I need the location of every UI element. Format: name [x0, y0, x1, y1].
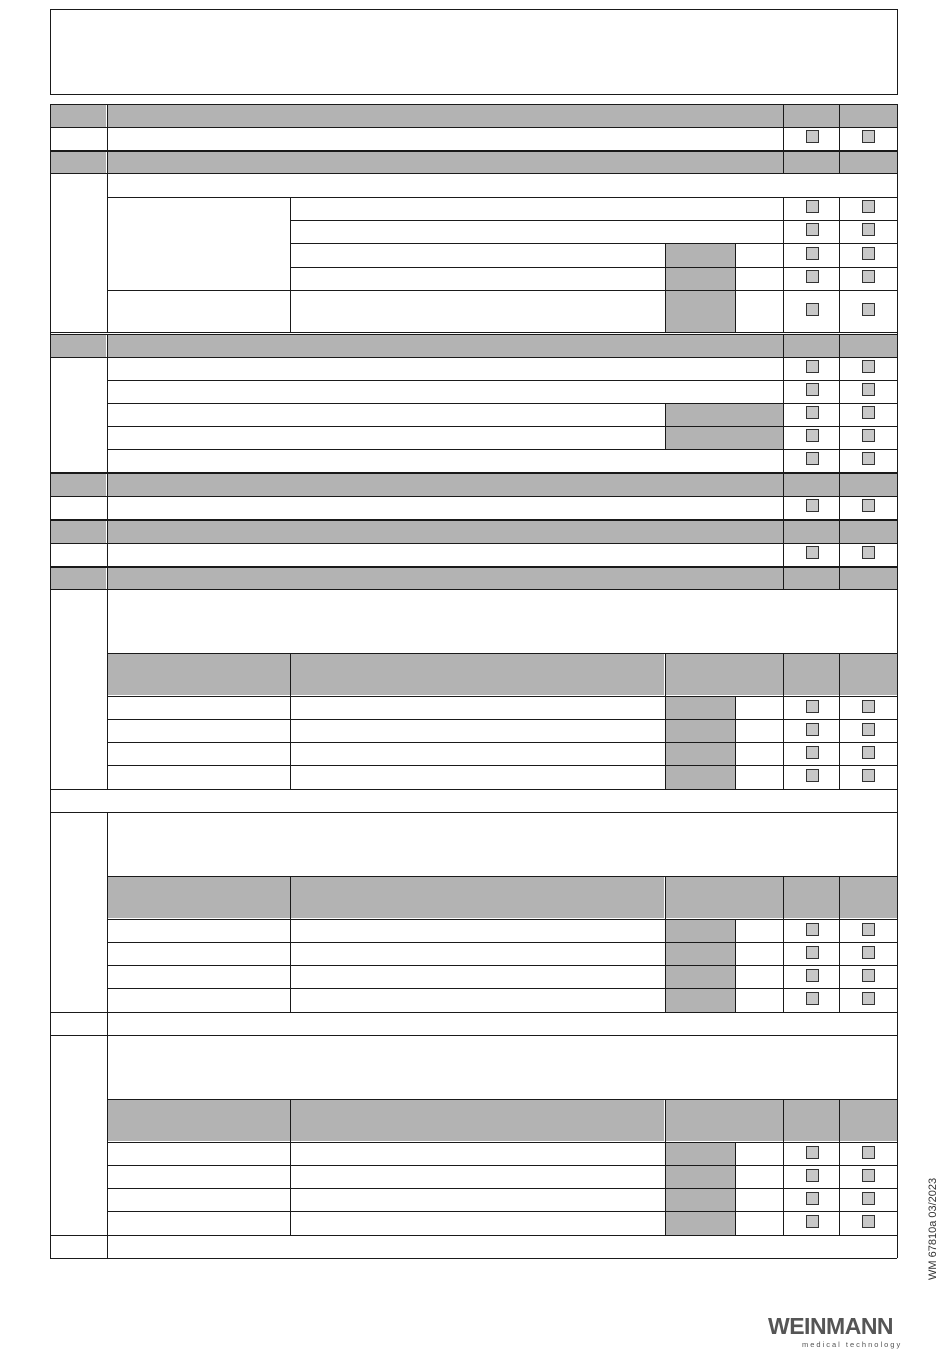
- shaded-cell: [665, 1099, 783, 1141]
- rule-v: [290, 653, 291, 789]
- rule-h: [107, 1211, 897, 1212]
- logo-tagline: medical technology: [802, 1340, 903, 1349]
- rule-h: [107, 403, 897, 404]
- shaded-cell: [784, 151, 839, 174]
- rule-h: [107, 449, 897, 450]
- shaded-cell: [840, 334, 897, 357]
- checkbox-no[interactable]: [862, 700, 875, 713]
- checkbox-no[interactable]: [862, 247, 875, 260]
- rule-h: [50, 589, 897, 590]
- shaded-cell: [784, 1099, 839, 1141]
- shaded-cell: [107, 520, 783, 543]
- checkbox-no[interactable]: [862, 270, 875, 283]
- rule-h: [107, 719, 897, 720]
- rule-h: [107, 1099, 897, 1100]
- checkbox-no[interactable]: [862, 546, 875, 559]
- checkbox-yes[interactable]: [806, 452, 819, 465]
- rule-v: [783, 520, 784, 567]
- rule-h: [50, 173, 897, 174]
- rule-h: [107, 426, 897, 427]
- shaded-cell: [665, 876, 783, 918]
- checkbox-no[interactable]: [862, 1215, 875, 1228]
- rule-h: [107, 653, 897, 654]
- checkbox-no[interactable]: [862, 1192, 875, 1205]
- checkbox-no[interactable]: [862, 200, 875, 213]
- rule-h: [107, 765, 897, 766]
- shaded-cell: [665, 404, 783, 450]
- checkbox-yes[interactable]: [806, 1169, 819, 1182]
- rule-h: [50, 543, 897, 544]
- checkbox-no[interactable]: [862, 1169, 875, 1182]
- shaded-cell: [840, 653, 897, 695]
- rule-h: [50, 1012, 897, 1013]
- rule-h: [107, 876, 897, 877]
- rule-v: [107, 567, 108, 589]
- rule-v: [783, 567, 784, 589]
- shaded-cell: [50, 104, 106, 127]
- shaded-cell: [840, 473, 897, 496]
- rule-v: [839, 1099, 840, 1235]
- checkbox-no[interactable]: [862, 429, 875, 442]
- checkbox-yes[interactable]: [806, 130, 819, 143]
- checkbox-yes[interactable]: [806, 723, 819, 736]
- shaded-cell: [107, 876, 290, 918]
- shaded-cell: [784, 876, 839, 918]
- rule-h: [107, 197, 897, 198]
- rule-h: [50, 151, 897, 152]
- rule-h: [107, 696, 897, 697]
- checkbox-yes[interactable]: [806, 223, 819, 236]
- rule-v: [783, 473, 784, 520]
- rule-v: [665, 403, 666, 449]
- rule-v: [735, 243, 736, 332]
- checkbox-no[interactable]: [862, 992, 875, 1005]
- rule-h: [107, 988, 897, 989]
- rule-h: [50, 496, 897, 497]
- rule-h: [50, 520, 897, 521]
- rule-h: [107, 965, 897, 966]
- shaded-cell: [784, 104, 839, 127]
- shaded-cell: [50, 151, 106, 174]
- checkbox-yes[interactable]: [806, 499, 819, 512]
- rule-v: [839, 151, 840, 173]
- rule-h: [50, 1258, 897, 1259]
- rule-h: [50, 127, 897, 128]
- rule-v: [107, 589, 108, 789]
- rule-v: [107, 151, 108, 333]
- shaded-cell: [840, 567, 897, 590]
- rule-h: [107, 742, 897, 743]
- rule-v: [107, 1235, 108, 1258]
- shaded-cell: [784, 567, 839, 590]
- checkbox-no[interactable]: [862, 969, 875, 982]
- rule-v: [839, 104, 840, 151]
- rule-h: [50, 789, 897, 790]
- rule-h: [107, 1165, 897, 1166]
- checkbox-yes[interactable]: [806, 769, 819, 782]
- shaded-cell: [784, 473, 839, 496]
- shaded-cell: [107, 473, 783, 496]
- rule-v: [290, 876, 291, 1012]
- rule-v: [839, 876, 840, 1012]
- checkbox-yes[interactable]: [806, 406, 819, 419]
- shaded-cell: [107, 567, 783, 590]
- rule-h: [290, 267, 897, 268]
- document-code: WM 67810a 03/2023: [927, 1177, 939, 1280]
- checkbox-no[interactable]: [862, 499, 875, 512]
- shaded-cell: [840, 520, 897, 543]
- checkbox-yes[interactable]: [806, 700, 819, 713]
- rule-v: [290, 1099, 291, 1235]
- shaded-cell: [665, 291, 735, 332]
- rule-v: [839, 473, 840, 520]
- shaded-cell: [107, 1099, 290, 1141]
- shaded-cell: [107, 653, 290, 695]
- rule-v: [290, 197, 291, 332]
- checkbox-no[interactable]: [862, 383, 875, 396]
- rule-h: [107, 290, 897, 291]
- checkbox-yes[interactable]: [806, 247, 819, 260]
- checkbox-no[interactable]: [862, 223, 875, 236]
- rule-v: [783, 151, 784, 173]
- rule-v: [897, 104, 898, 1258]
- rule-h: [50, 334, 897, 335]
- checkbox-yes[interactable]: [806, 303, 819, 316]
- checkbox-yes[interactable]: [806, 270, 819, 283]
- shaded-cell: [784, 653, 839, 695]
- shaded-cell: [784, 520, 839, 543]
- checkbox-no[interactable]: [862, 406, 875, 419]
- checkbox-yes[interactable]: [806, 360, 819, 373]
- rule-v: [839, 520, 840, 567]
- rule-h: [290, 243, 897, 244]
- rule-v: [783, 653, 784, 789]
- rule-h: [107, 942, 897, 943]
- checkbox-no[interactable]: [862, 946, 875, 959]
- checkbox-yes[interactable]: [806, 992, 819, 1005]
- rule-v: [839, 653, 840, 789]
- checkbox-yes[interactable]: [806, 946, 819, 959]
- rule-h: [50, 332, 897, 333]
- checkbox-no[interactable]: [862, 923, 875, 936]
- shaded-cell: [291, 1099, 664, 1141]
- rule-v: [665, 243, 666, 332]
- rule-h: [107, 919, 897, 920]
- shaded-cell: [665, 653, 783, 695]
- rule-h: [107, 380, 897, 381]
- rule-v: [107, 812, 108, 1012]
- rule-h: [50, 1235, 897, 1236]
- checkbox-no[interactable]: [862, 746, 875, 759]
- rule-v: [665, 1099, 666, 1235]
- checkbox-yes[interactable]: [806, 1192, 819, 1205]
- rule-v: [665, 876, 666, 1012]
- rule-v: [107, 473, 108, 520]
- rule-h: [50, 567, 897, 568]
- rule-h: [290, 220, 897, 221]
- rule-h: [107, 1142, 897, 1143]
- checkbox-yes[interactable]: [806, 1146, 819, 1159]
- shaded-cell: [107, 151, 783, 174]
- shaded-cell: [107, 334, 783, 357]
- rule-v: [665, 653, 666, 789]
- rule-v: [107, 1035, 108, 1235]
- rule-v: [107, 104, 108, 151]
- shaded-cell: [107, 104, 783, 127]
- rule-v: [107, 1012, 108, 1035]
- rule-v: [107, 520, 108, 567]
- shaded-cell: [50, 473, 106, 496]
- shaded-cell: [840, 1099, 897, 1141]
- rule-h: [50, 104, 897, 105]
- rule-v: [50, 104, 51, 1258]
- shaded-cell: [50, 567, 106, 590]
- shaded-cell: [840, 104, 897, 127]
- checkbox-no[interactable]: [862, 130, 875, 143]
- checkbox-no[interactable]: [862, 360, 875, 373]
- checkbox-yes[interactable]: [806, 546, 819, 559]
- rule-v: [783, 104, 784, 151]
- checkbox-no[interactable]: [862, 452, 875, 465]
- rule-v: [839, 197, 840, 332]
- logo-wordmark: WEINMANN: [768, 1313, 894, 1339]
- checkbox-yes[interactable]: [806, 429, 819, 442]
- checkbox-no[interactable]: [862, 303, 875, 316]
- rule-h: [50, 1035, 897, 1036]
- shaded-cell: [840, 876, 897, 918]
- rule-h: [50, 812, 897, 813]
- checkbox-yes[interactable]: [806, 200, 819, 213]
- shaded-cell: [50, 520, 106, 543]
- rule-h: [50, 357, 897, 358]
- rule-h: [107, 1188, 897, 1189]
- checkbox-yes[interactable]: [806, 746, 819, 759]
- rule-v: [783, 197, 784, 332]
- rule-v: [783, 1099, 784, 1235]
- checkbox-yes[interactable]: [806, 383, 819, 396]
- shaded-cell: [291, 876, 664, 918]
- checkbox-no[interactable]: [862, 1146, 875, 1159]
- shaded-cell: [291, 653, 664, 695]
- checkbox-yes[interactable]: [806, 969, 819, 982]
- rule-v: [839, 567, 840, 589]
- weinmann-logo: [768, 1313, 902, 1351]
- checkbox-yes[interactable]: [806, 1215, 819, 1228]
- rule-v: [783, 876, 784, 1012]
- shaded-cell: [784, 334, 839, 357]
- shaded-cell: [840, 151, 897, 174]
- rule-h: [50, 473, 897, 474]
- shaded-cell: [50, 334, 106, 357]
- checkbox-yes[interactable]: [806, 923, 819, 936]
- checkbox-no[interactable]: [862, 769, 875, 782]
- checkbox-no[interactable]: [862, 723, 875, 736]
